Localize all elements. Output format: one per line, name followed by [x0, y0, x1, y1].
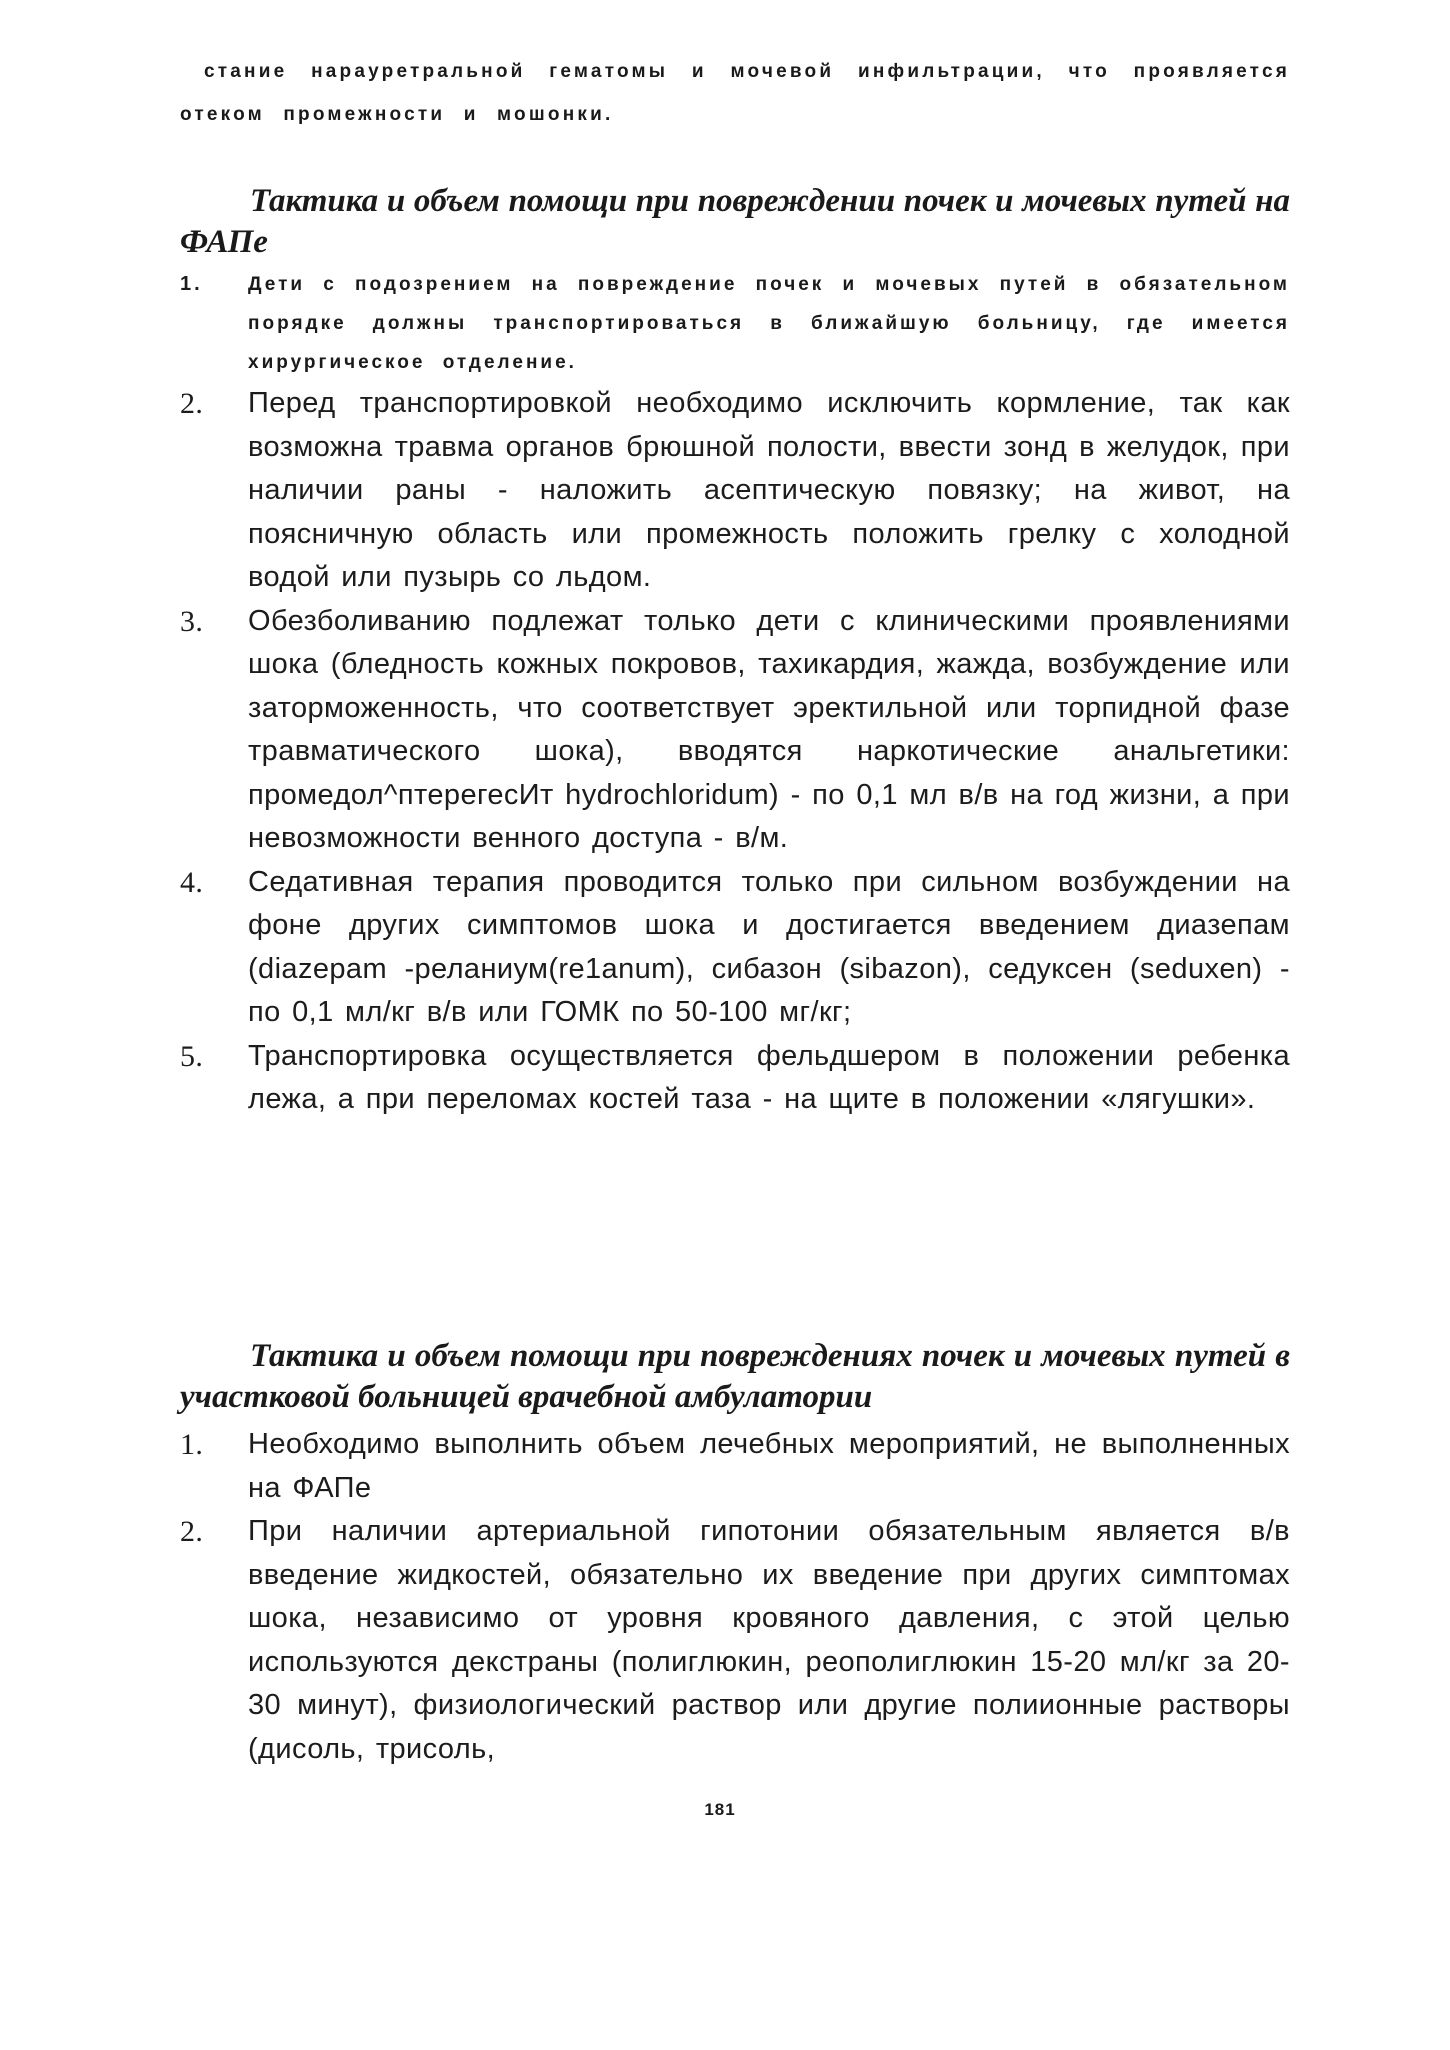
page-number: 181	[704, 1800, 736, 1819]
list-item	[180, 861, 1290, 1035]
list-item-number: 3.	[180, 604, 204, 638]
list-item-text: Транспортировка осуществляется фельдшером в положении ребенка лежа, а при переломах костей таза - на щите в положении «лягушки».	[248, 1039, 1290, 1115]
list-item-text: Перед транспортировкой необходимо исключить кормление, так как возможна травма органов брюшной полости, ввести зонд в желудок, при наличии раны - наложить асептическую повязку; на живот, на поясничную область или промежность положить грелку с холодной водой или пузырь со льдом.	[248, 387, 1290, 593]
list-item	[180, 1423, 1290, 1510]
list-item-number: 2.	[180, 387, 204, 420]
list-item-text: Дети с подозрением на повреждение почек и мочевых путей в обязательном порядке должны транспортироваться в ближайшую больницу, где имеется хирургическое отделение.	[248, 274, 1290, 373]
list-item-number: 1.	[180, 273, 203, 295]
intro-paragraph: стание нарауретральной гематомы и мочевой инфильтрации, что проявляется отеком промежности и мошонки.	[180, 61, 1290, 125]
section-heading-district-hospital: Тактика и объем помощи при повреждениях почек и мочевых путей в участковой больницей врачебной амбулатории	[180, 1338, 1290, 1415]
list-item-number: 4.	[180, 865, 204, 899]
list-item	[180, 1035, 1290, 1122]
section-heading-fap: Тактика и объем помощи при повреждении почек и мочевых путей на ФАПе	[180, 183, 1290, 260]
list-item-text: Необходимо выполнить объем лечебных мероприятий, не выполненных на ФАПе	[248, 1428, 1290, 1504]
list-item-number: 2.	[180, 1515, 204, 1548]
list-item	[180, 1510, 1290, 1771]
list-item-text: Обезболиванию подлежат только дети с клиническими проявлениями шока (бледность кожных покровов, тахикардия, жажда, возбуждение или заторможенность, что соответствует эректильной или торпидной фазе травматического шока), вводятся наркотические анальгетики: промедол^птерегесИт hydrochloridum) - по 0,1 мл в/в на год жизни, а при невозможности венного доступа - в/м.	[248, 604, 1290, 854]
list-item-text: Седативная терапия проводится только при сильном возбуждении на фоне других симптомов шока и достигается введением диазепам (diazepam -реланиум(re1anum), сибазон (sibazon), седуксен (seduxen) - по 0,1 мл/кг в/в или ГОМК по 50-100 мг/кг;	[248, 865, 1290, 1028]
hospital-measures-list	[180, 1423, 1290, 1771]
fap-measures-list	[180, 265, 1290, 1122]
list-item-text: При наличии артериальной гипотонии обязательным является в/в введение жидкостей, обязательно их введение при других симптомах шока, независимо от уровня кровяного давления, с этой целью используются декстраны (полиглюкин, реополиглюкин 15-20 мл/кг за 20-30 минут), физиологический раствор или другие полиионные растворы (дисоль, трисоль,	[248, 1515, 1290, 1765]
list-item	[180, 265, 1290, 382]
list-item	[180, 600, 1290, 861]
list-item-number: 5.	[180, 1039, 204, 1073]
list-item	[180, 382, 1290, 600]
list-item-number: 1.	[180, 1428, 204, 1461]
